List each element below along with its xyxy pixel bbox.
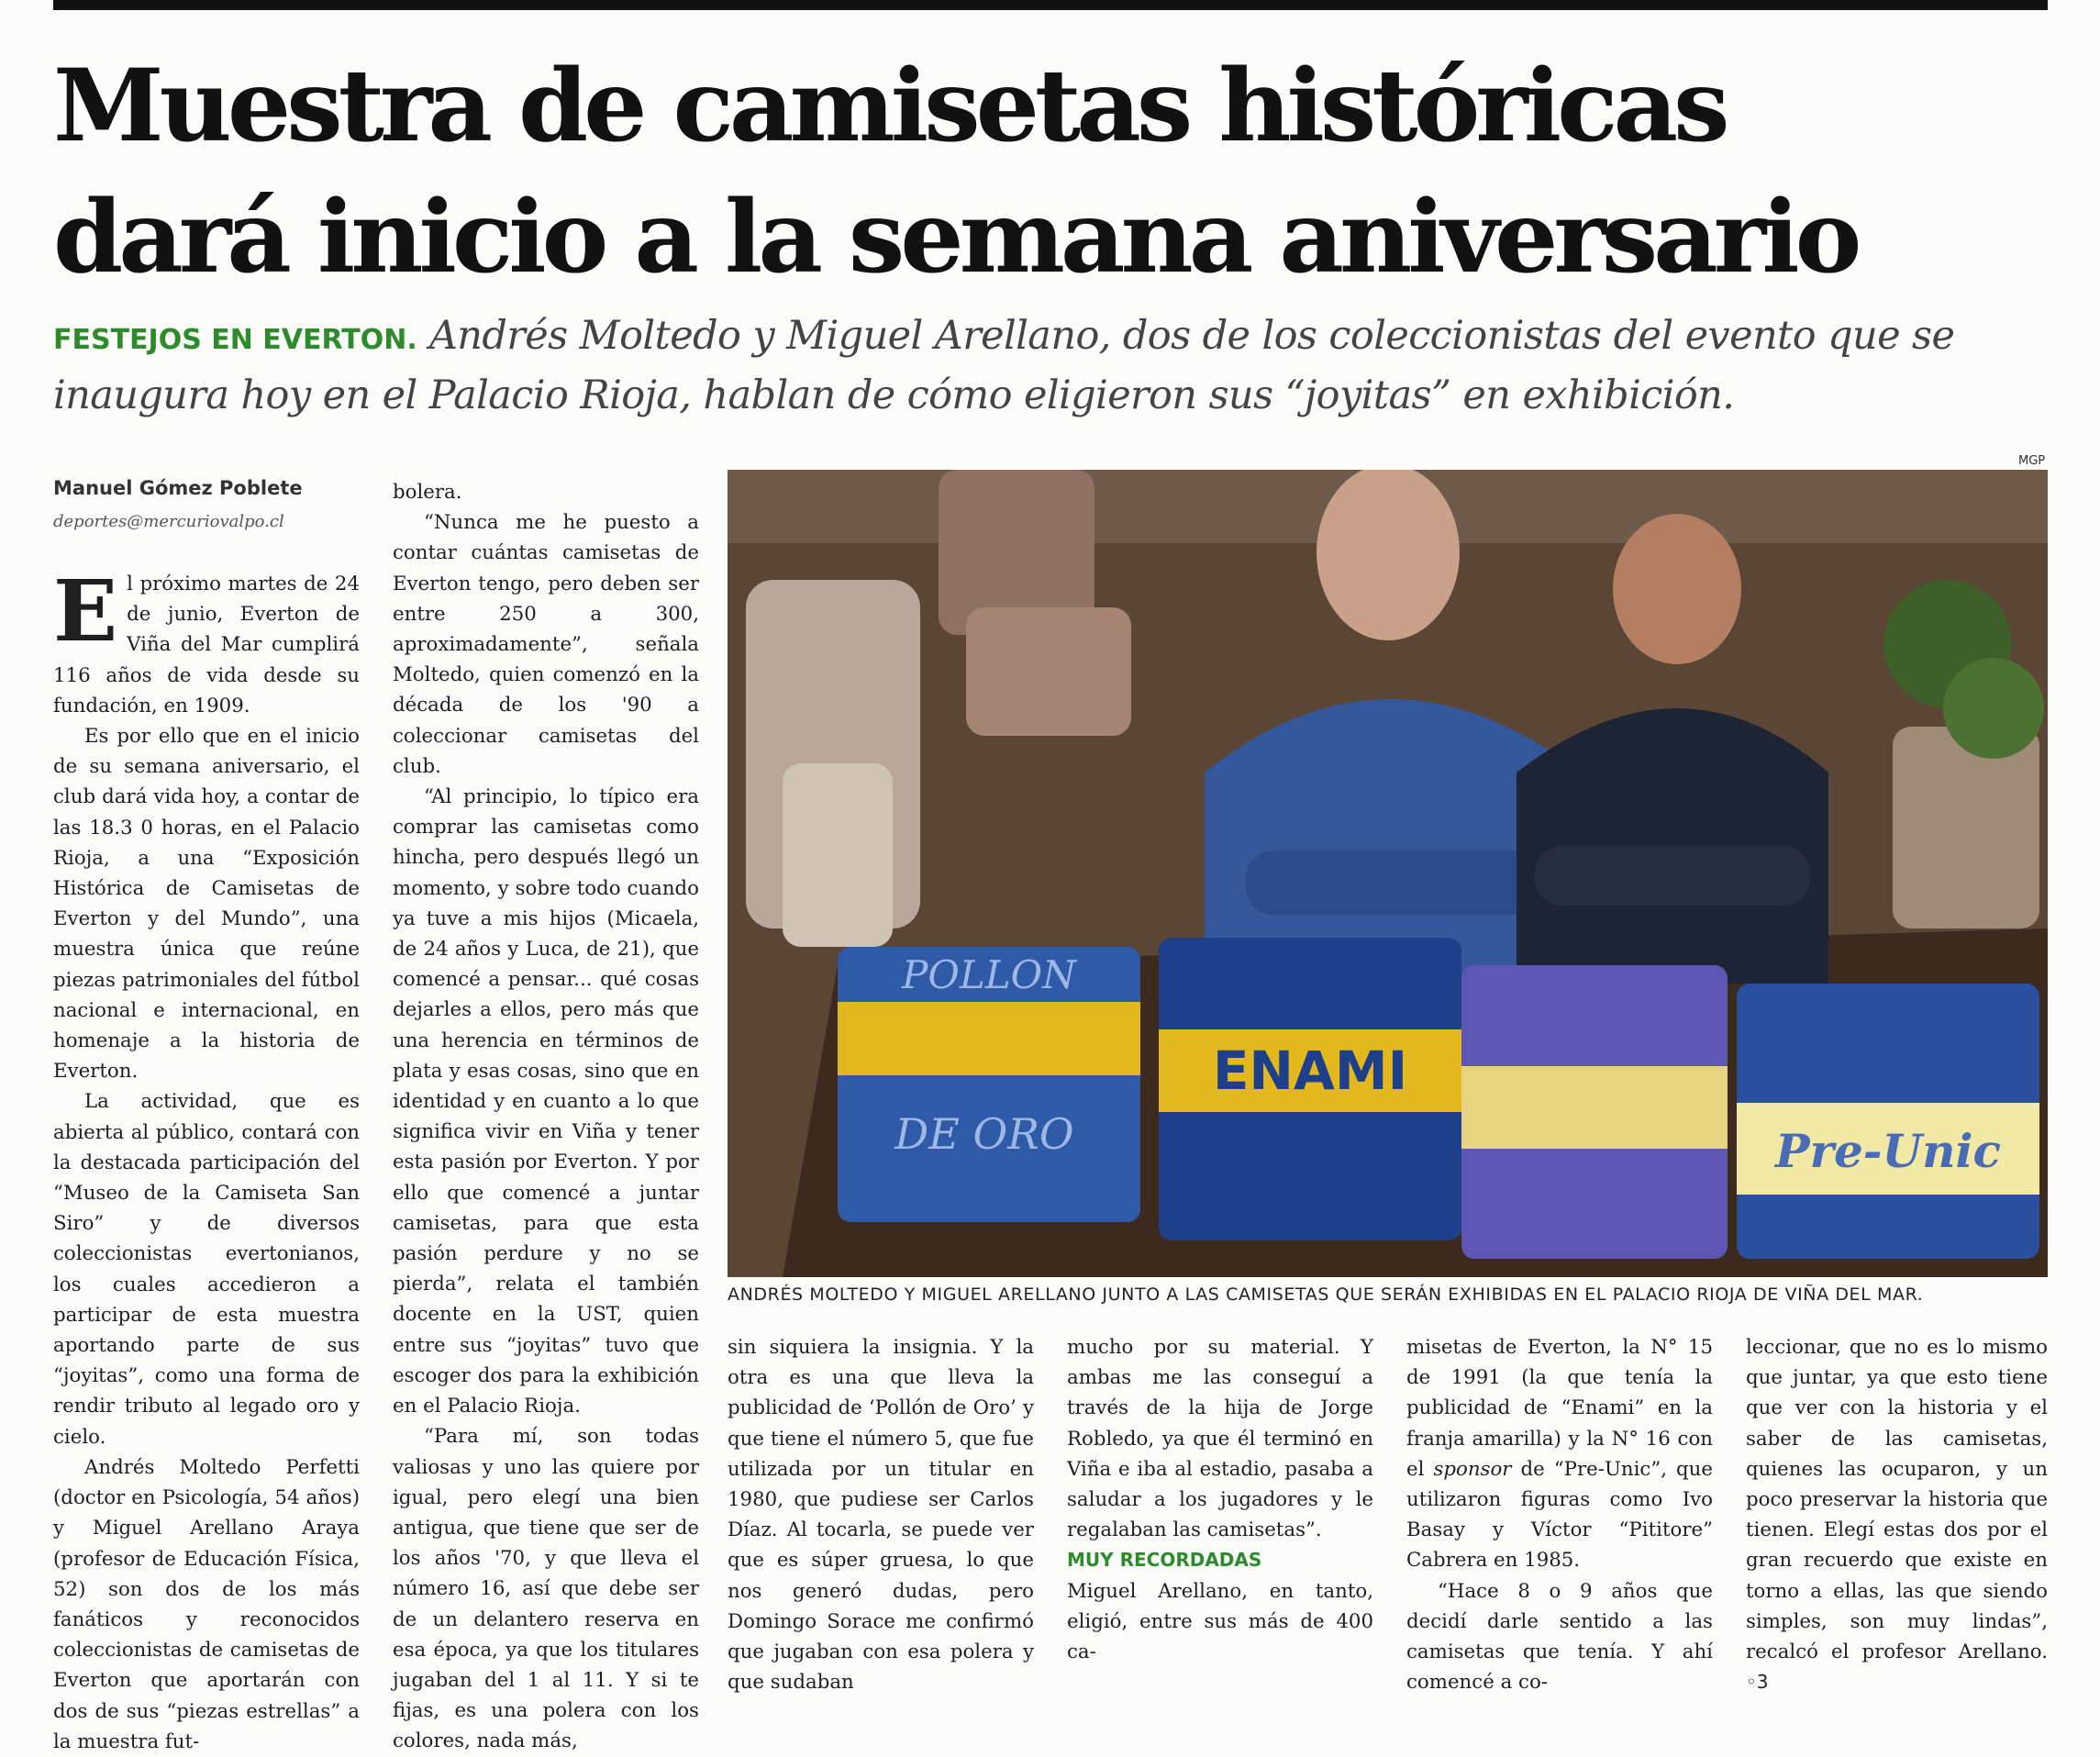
paragraph: “Al principio, lo típico era comprar las camisetas como hincha, pero después llegó un momento, y sobre todo cuando ya tuve a mis hijos (Micaela, de 24 años y Luca, de 21), que comencé a pensar... qué cosas dejarles a ellos, pero más que una herencia en términos de plata y esas cosas, sino que en identidad y en cuanto a lo que significa vivir en Viña y tener esta pasión por Everton. Y por ello que comencé a juntar camisetas, para que esta pasión perdure y no se pierda”, relata el también docente en la UST, quien entre sus “joyitas” tuvo que escoger dos para la exhibición en el Palacio Rioja. [393, 785, 699, 1418]
paragraph: leccionar, que no es lo mismo que juntar, ya que esto tiene que ver con la historia y el saber de las camisetas, quienes las ocuparon, y un poco preservar la historia que tienen. Elegí estas dos por el gran recuerdo que existe en torno a ellas, las que siendo simples, son muy lindas”, recalcó el profesor Arellano. ◦3 [1746, 1336, 2048, 1694]
lead-paragraph: El próximo martes de 24 de junio, Everton de Viña del Mar cumplirá 116 años de vida desde su fundación, en 1909. [53, 562, 360, 717]
paragraph: Es por ello que en el inicio de su semana aniversario, el club dará vida hoy, a contar de las 18.3 0 horas, en el Palacio Rioja, a una “Exposición Histórica de Camisetas de Everton y del Mundo”, una muestra única que reúne piezas patrimoniales del fútbol nacional e internacional, en homenaje a la historia de Everton. [53, 725, 360, 1084]
emphasis-sponsor: sponsor [1433, 1457, 1512, 1481]
shirt-text: POLLON [902, 952, 1076, 997]
paragraph: “Hace 8 o 9 años que decidí darle sentido a las camisetas que tenía. Y ahí comencé a co- [1406, 1579, 1713, 1695]
column-6 [1746, 1332, 2048, 1697]
deck [53, 308, 2053, 424]
deck-text: Andrés Moltedo y Miguel Arellano, dos de los coleccionistas del evento que se inaugura hoy en el Palacio Rioja, hablan de cómo eligieron sus “joyitas” en exhibición. [53, 313, 1955, 418]
shirt-text: DE ORO [894, 1109, 1074, 1159]
photo-credit: MGP [2018, 454, 2046, 468]
photo-illustration [728, 470, 2048, 1277]
headline-line-1: Muestra de camisetas históricas [53, 47, 1726, 164]
column-2 [393, 477, 699, 1757]
headline [53, 40, 2053, 303]
paragraph: bolera. [393, 481, 462, 504]
news-photo [728, 470, 2048, 1277]
column-4 [1067, 1332, 1373, 1667]
shirt-text: ENAMI [1212, 1040, 1408, 1102]
paragraph: “Para mí, son todas valiosas y uno las quiere por igual, pero elegí una bien antigua, que tiene que ser de los años '70, y que lleva el número 16, así que debe ser de un delantero reserva en esa época, ya que los titulares jugaban del 1 al 11. Y si te fijas, es una polera con los colores, nada más, [393, 1425, 699, 1753]
subheading: MUY RECORDADAS [1067, 1549, 1262, 1572]
paragraph: “Nunca me he puesto a contar cuántas camisetas de Everton tengo, pero deben ser entre 250 a 300, aproximadamente”, señala Moltedo, quien comenzó en la década de los '90 a coleccionar camisetas del club. [393, 511, 699, 778]
headline-line-2: dará inicio a la semana aniversario [53, 178, 1858, 295]
photo-caption: ANDRÉS MOLTEDO Y MIGUEL ARELLANO JUNTO A LAS CAMISETAS QUE SERÁN EXHIBIDAS EN EL PALACIO RIOJA DE VIÑA DEL MAR. [728, 1284, 1924, 1305]
paragraph: Miguel Arellano, en tanto, eligió, entre sus más de 400 ca- [1067, 1579, 1373, 1664]
column-1 [53, 562, 360, 1757]
paragraph: La actividad, que es abierta al público, contará con la destacada participación del “Museo de la Camiseta San Siro” y de diversos coleccionistas evertonianos, los cuales accedieron a participar de esta muestra aportando parte de sus “joyitas”, como una forma de rendir tributo al legado oro y cielo. [53, 1090, 360, 1449]
shirt-text: Pre-Unic [1775, 1124, 2001, 1178]
top-rule [53, 0, 2048, 10]
byline-email: deportes@mercuriovalpo.cl [53, 512, 284, 531]
byline-author: Manuel Gómez Poblete [53, 477, 303, 499]
end-mark-icon: ◦3 [1746, 1671, 1769, 1694]
column-5 [1406, 1332, 1713, 1697]
paragraph: sin siquiera la insignia. Y la otra es una que lleva la publicidad de ‘Pollón de Oro’ y que tiene el número 5, que fue utilizada por un titular en 1980, que pudiese ser Carlos Díaz. Al tocarla, se puede ver que es súper gruesa, lo que nos generó dudas, pero Domingo Sorace me confirmó que jugaban con esa polera y que sudaban [728, 1336, 1034, 1695]
column-3 [728, 1332, 1034, 1697]
paragraph: misetas de Everton, la N° 15 de 1991 (la que tenía la publicidad de “Enami” en la franja amarilla) y la N° 16 con el sponsor de “Pre-Unic”, que utilizaron figuras como Ivo Basay y Víctor “Pititore” Cabrera en 1985. [1406, 1336, 1713, 1573]
paragraph: Andrés Moltedo Perfetti (doctor en Psicología, 54 años) y Miguel Arellano Araya (profesor de Educación Física, 52) son dos de los más fanáticos y reconocidos coleccionistas de camisetas de Everton que aportarán con dos de sus “piezas estrellas” a la muestra fut- [53, 1455, 360, 1753]
drop-cap: E [53, 562, 118, 661]
section-kicker: FESTEJOS EN EVERTON. [53, 324, 417, 356]
paragraph: mucho por su material. Y ambas me las conseguí a través de la hija de Jorge Robledo, ya que él terminó en Viña e iba al estadio, pasaba a saludar a los jugadores y le regalaban las camisetas”. [1067, 1336, 1373, 1542]
